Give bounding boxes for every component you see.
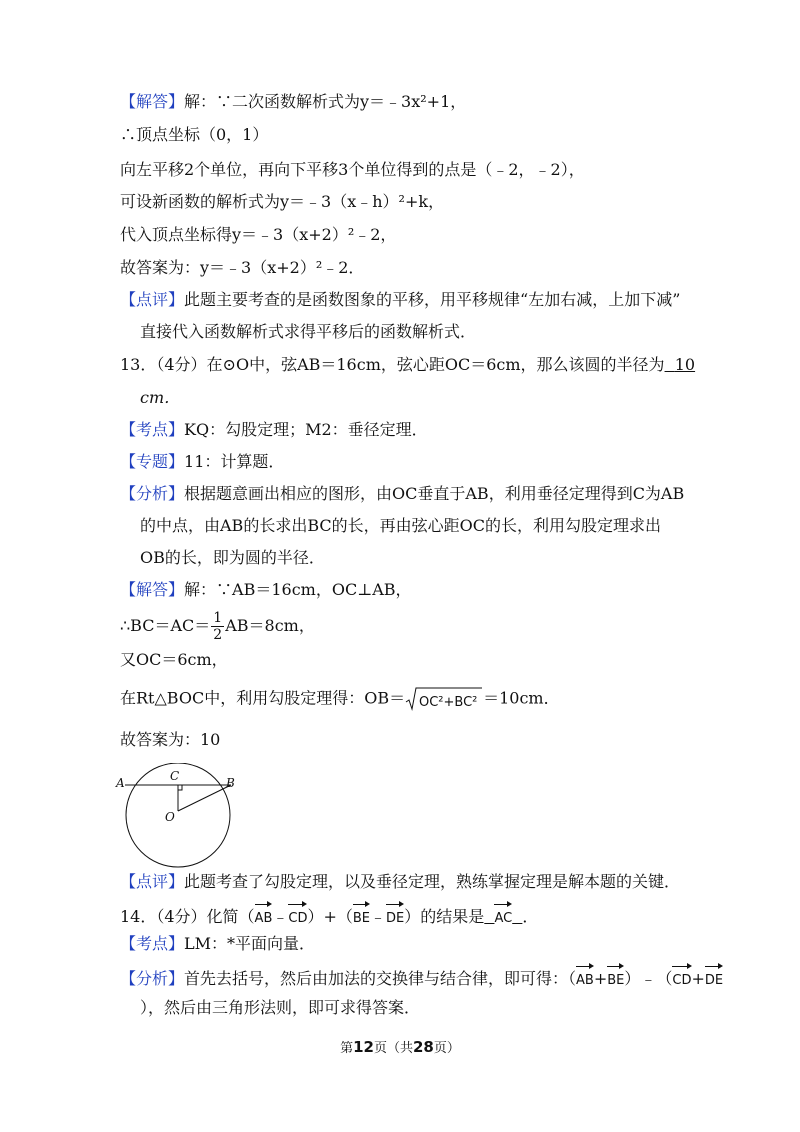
line-3: 向左平移2个单位，再向下平移3个单位得到的点是（﹣2，﹣2）， xyxy=(120,160,585,179)
fenxi-13c: OB的长，即为圆的半径． xyxy=(140,548,325,567)
segment-ob xyxy=(178,785,231,811)
label-o: O xyxy=(165,810,175,824)
jieda-13c: 又OC＝6cm， xyxy=(120,650,228,669)
fenxi-13a: 【分析】根据题意画出相应的图形，由OC垂直于AB，利用垂径定理得到C为AB xyxy=(120,484,685,503)
line-2: ∴顶点坐标（0，1） xyxy=(120,125,269,144)
answer-blank: 10 xyxy=(674,355,696,374)
fenxi-14b: ），然后由三角形法则，即可求得答案． xyxy=(140,998,421,1017)
question-13: 13．（4分）在⊙O中，弦AB＝16cm，弦心距OC＝6cm，那么该圆的半径为 10 xyxy=(120,355,696,374)
line-1: 【解答】解：∵二次函数解析式为y＝﹣3x²+1， xyxy=(120,92,467,111)
kaodian-14: 【考点】LM：*平面向量． xyxy=(120,934,316,953)
fraction: $\frac{1}{2}$ xyxy=(213,610,223,643)
svg-text:OC²+BC²: OC²+BC² xyxy=(419,695,478,710)
fenxi-14a: 【分析】首先去括号，然后由加法的交换律与结合律，即可得：（AB+BE）﹣（CD+DE xyxy=(120,964,723,991)
jieda-13b: ∴BC＝AC＝ $\frac{1}{2}$ AB＝8cm， xyxy=(120,610,315,643)
fenxi-13b: 的中点，由AB的长求出BC的长，再由弦心距OC的长，利用勾股定理求出 xyxy=(140,516,661,535)
answer-blank-14: AC xyxy=(484,907,522,926)
line-5: 代入顶点坐标得y＝﹣3（x+2）²﹣2， xyxy=(120,225,397,244)
zhuanti-13: 【专题】11：计算题． xyxy=(120,452,285,471)
dianping-13: 【点评】此题考查了勾股定理，以及垂径定理，熟练掌握定理是解本题的关键． xyxy=(120,872,681,891)
sqrt-expression xyxy=(405,686,483,712)
question-13-unit: cm． xyxy=(140,388,181,407)
tag-jieda: 【解答】 xyxy=(120,92,185,111)
line-4: 可设新函数的解析式为y＝﹣3（x﹣h）²+k， xyxy=(120,192,445,211)
line-8: 直接代入函数解析式求得平移后的函数解析式． xyxy=(140,322,477,341)
tag-dianping: 【点评】 xyxy=(120,290,185,309)
label-c: C xyxy=(170,769,180,783)
circle-figure xyxy=(115,763,240,875)
label-a: A xyxy=(116,776,125,790)
line-6: 故答案为：y＝﹣3（x+2）²﹣2． xyxy=(120,258,365,277)
right-angle-mark xyxy=(178,785,182,790)
jieda-13d: 在Rt△BOC中，利用勾股定理得：OB＝ OC²+BC² ＝10cm． xyxy=(120,686,560,712)
question-14: 14．（4分）化简（AB﹣CD）+（BE﹣DE）的结果是 AC ． xyxy=(120,902,538,929)
kaodian-13: 【考点】KQ：勾股定理；M2：垂径定理． xyxy=(120,420,428,439)
label-b: B xyxy=(226,776,235,790)
jieda-13a: 【解答】解：∵AB＝16cm，OC⊥AB， xyxy=(120,580,412,599)
line-7: 【点评】此题主要考查的是函数图象的平移，用平移规律“左加右减，上加下减” xyxy=(120,290,681,309)
jieda-13e: 故答案为：10 xyxy=(120,730,221,749)
page-footer: 第12页（共28页） xyxy=(340,1038,460,1056)
